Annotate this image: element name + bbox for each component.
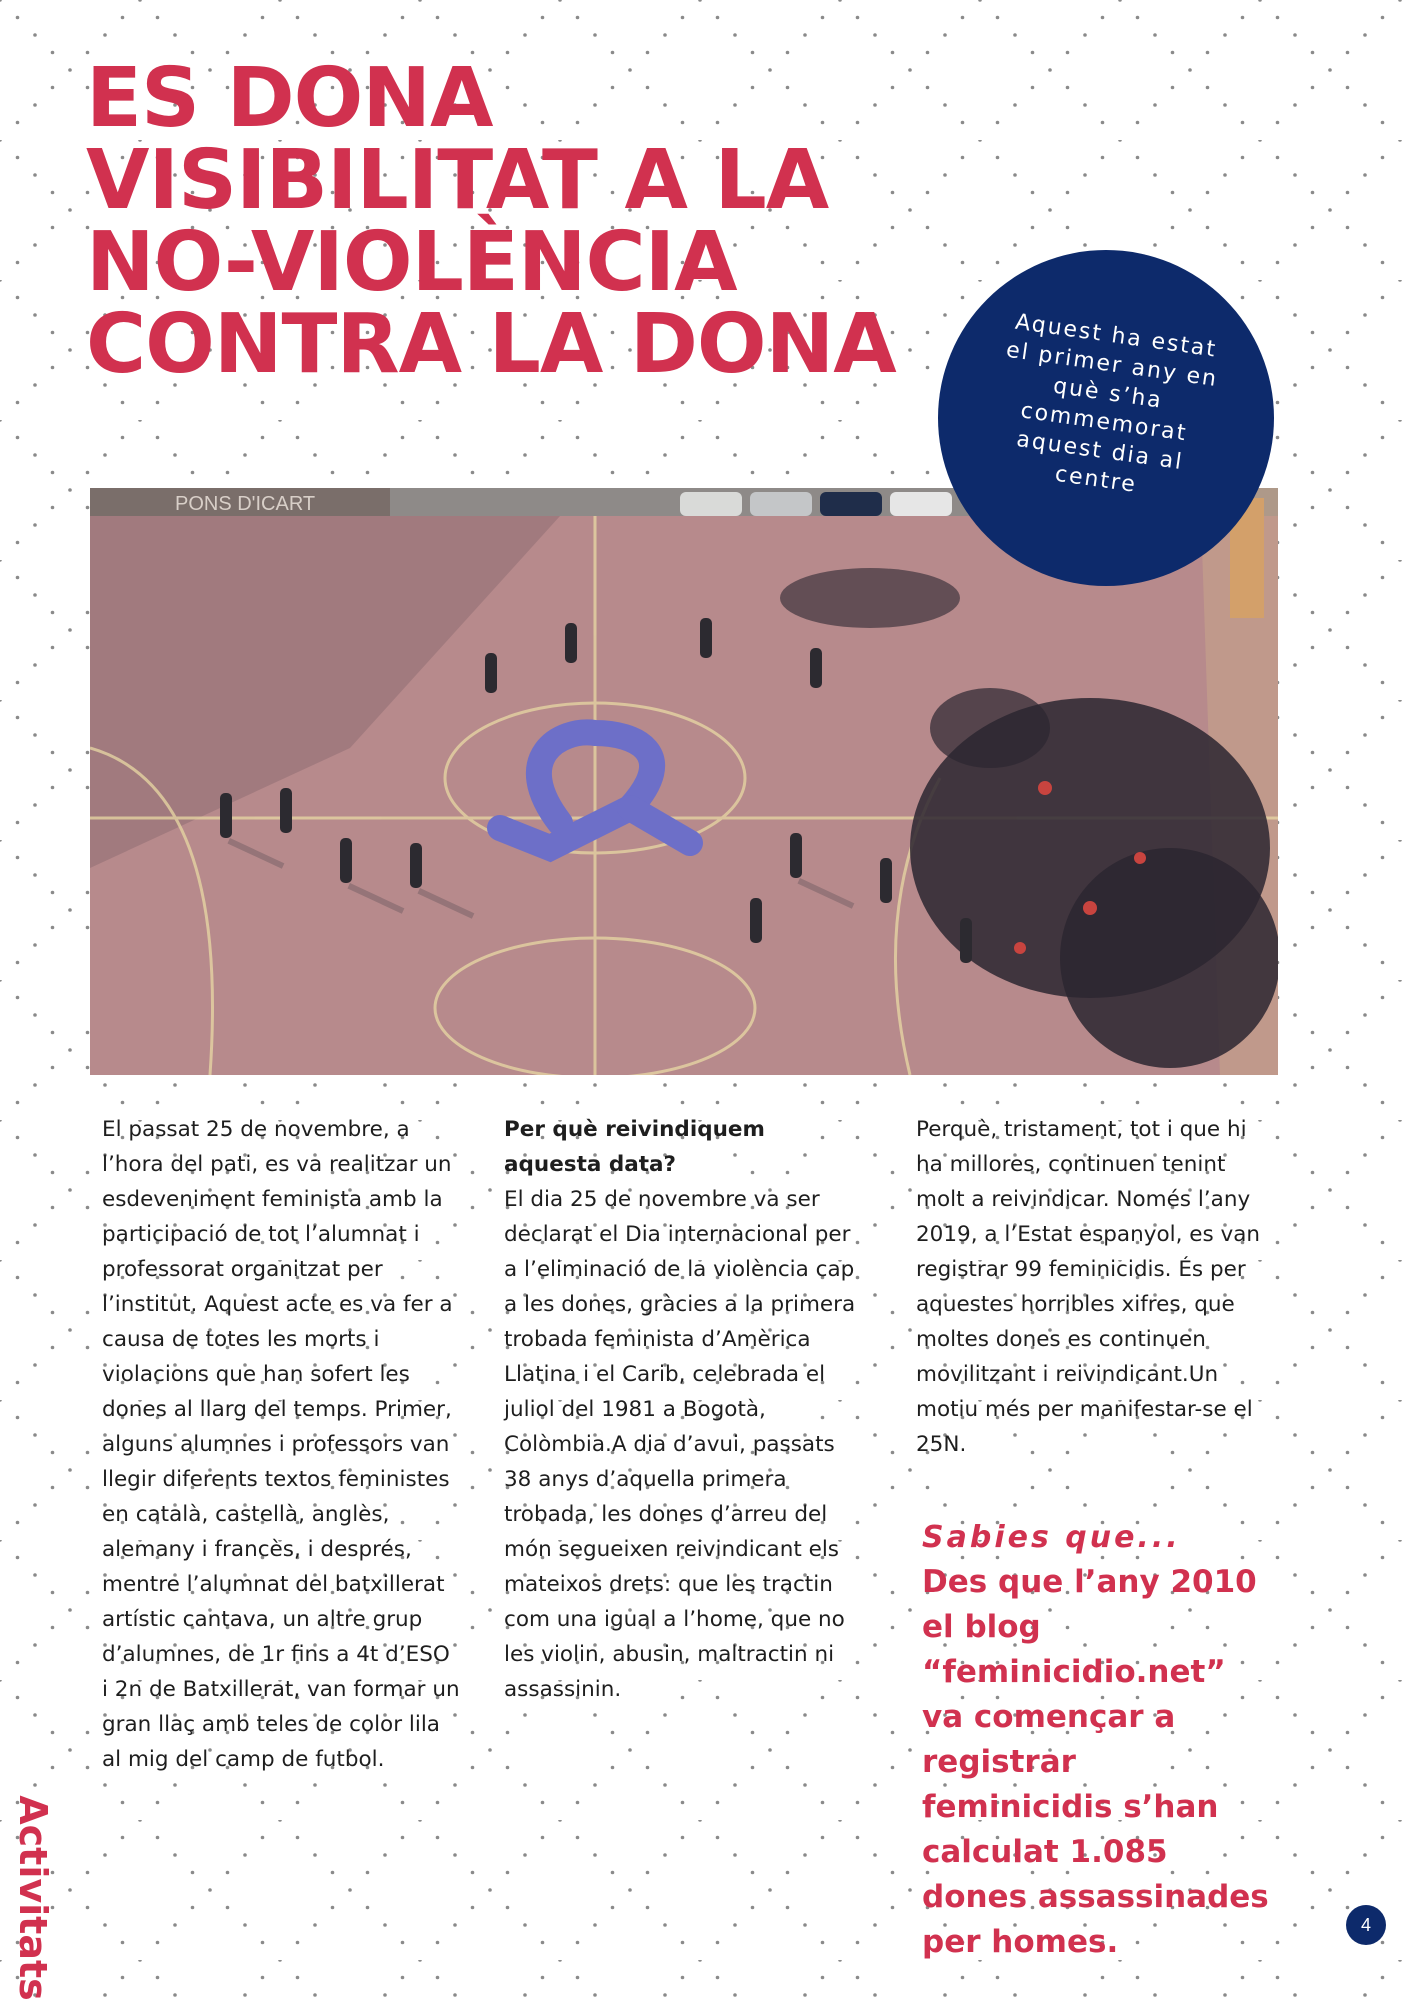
callout-body: Des que l’any 2010 el blog “feminicidio.net” va començar a registrar feminicidis s’han calculat 1.085 dones assassinades per homes. bbox=[922, 1564, 1269, 1960]
callout-lead: Sabies que... bbox=[922, 1520, 1181, 1555]
column-3-text: Perquè, tristament, tot i que hi ha millores, continuen tenint molt a reivindicar. Només l’any 2019, a l’Estat espanyol, es van registrar 99 feminicidis. És per aquestes horribles xifres, que moltes dones es continuen movilitzant i reivindicant.Un motiu més per manifestar-se el 25N. bbox=[916, 1117, 1261, 1457]
wall-sign: PONS D'ICART bbox=[175, 493, 316, 515]
article-column-3 bbox=[916, 1112, 1276, 1462]
highlight-circle bbox=[938, 250, 1274, 586]
fact-callout bbox=[922, 1515, 1282, 1965]
circle-text: Aquest ha estat el primer any en què s’ha commemorat aquest dia al centre bbox=[1004, 309, 1220, 498]
title-line: CONTRA LA DONA bbox=[86, 297, 896, 392]
column-2-heading: Per què reivindiquem aquesta data? bbox=[504, 1117, 765, 1177]
title-line: VISIBILITAT A LA bbox=[86, 133, 829, 228]
section-label-text: Activitats bbox=[11, 1794, 56, 2000]
page-title bbox=[86, 51, 946, 392]
column-2-text: El dia 25 de novembre va ser declarat el Dia internacional per a l’eliminació de la violència cap a les dones, gràcies a la primera trobada feminista d’Amèrica Llatina i el Carib, celebrada el juliol del 1981 a Bogotà, Colòmbia.A dia d’avui, passats 38 anys d’aquella primera trobada, les dones d’arreu del món segueixen reivindicant els mateixos drets: que les tractin com una igual a l’home, que no les violin, abusin, maltractin ni assassinin. bbox=[504, 1187, 856, 1702]
title-line: NO-VIOLÈNCIA bbox=[86, 215, 737, 310]
column-1-text: El passat 25 de novembre, a l’hora del pati, es va realitzar un esdeveniment feminista amb la participació de tot l’alumnat i professorat organitzat per l’institut. Aquest acte es va fer a causa de totes les morts i violacions que han sofert les dones al llarg del temps. Primer, alguns alumnes i professors van llegir diferents textos feministes en català, castellà, anglès, alemany i francès, i després, mentre l’alumnat del batxillerat artístic cantava, un altre grup d’alumnes, de 1r fins a 4t d’ESO i 2n de Batxillerat, van formar un gran llaç amb teles de color lila al mig del camp de futbol. bbox=[102, 1117, 460, 1772]
page-number: 4 bbox=[1360, 1914, 1371, 1935]
title-line: ES DONA bbox=[86, 51, 493, 146]
section-side-label bbox=[5, 1795, 61, 2000]
article-column-1 bbox=[102, 1112, 462, 1777]
article-column-2 bbox=[504, 1112, 864, 1707]
page-number-badge bbox=[1346, 1905, 1386, 1945]
